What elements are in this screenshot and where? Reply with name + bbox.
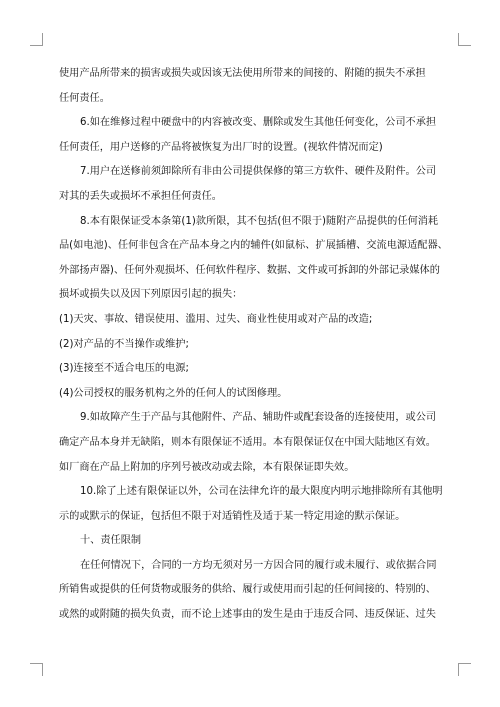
- text-line: 6.如在维修过程中硬盘中的内容被改变、删除或发生其他任何变化，公司不承担: [80, 117, 437, 129]
- text-line: 任何责任，用户送修的产品将被恢复为出厂时的设置。(视软件情况而定): [59, 141, 383, 153]
- text-line: 外部扬声器)、任何外观损坏、任何软件程序、数据、文件或可拆卸的外部记录媒体的: [59, 264, 440, 276]
- text-line: 损坏或损失以及因下列原因引起的损失：: [59, 289, 243, 301]
- text-line: 所销售或提供的任何货物或服务的供给、履行或使用而引起的任何间接的、特别的、: [59, 584, 436, 596]
- text-line: (2)对产品的不当操作或维护;: [59, 338, 189, 350]
- document-body: [59, 62, 451, 628]
- text-line: (1)天灾、事故、错误使用、滥用、过失、商业性使用或对产品的改造;: [59, 313, 373, 325]
- crop-mark-bottom-left: [30, 663, 43, 676]
- text-line: 8.本有限保证受本条第(1)款所限，其不包括(但不限于)随附产品提供的任何消耗: [80, 215, 439, 227]
- text-line: 或然的或附随的损失负责，而不论上述事由的发生是由于违反合同、违反保证、过失: [59, 609, 436, 621]
- text-line: 确定产品本身并无缺陷，则本有限保证不适用。本有限保证仅在中国大陆地区有效。: [59, 436, 436, 448]
- text-line: 如厂商在产品上附加的序列号被改动或去除，本有限保证即失效。: [59, 461, 355, 473]
- text-line: 品(如电池)、任何非包含在产品本身之内的辅件(如鼠标、扩展插槽、交流电源适配器、: [59, 240, 448, 252]
- crop-mark-bottom-right: [458, 663, 471, 676]
- text-line: 示的或默示的保证，包括但不限于对适销性及适于某一特定用途的默示保证。: [59, 510, 406, 522]
- text-line: 9.如故障产生于产品与其他附件、产品、辅助件或配套设备的连接使用，或公司: [80, 412, 437, 424]
- text-line: 在任何情况下，合同的一方均无须对另一方因合同的履行或未履行、或依据合同: [80, 559, 437, 571]
- text-line: 任何责任。: [59, 92, 110, 104]
- text-line: 10.除了上述有限保证以外，公司在法律允许的最大限度内明示地排除所有其他明: [80, 486, 443, 498]
- text-line: 十、责任限制: [80, 535, 142, 547]
- text-line: 7.用户在送修前须卸除所有非由公司提供保修的第三方软件、硬件及附件。公司: [80, 166, 437, 178]
- text-line: 对其的丢失或损坏不承担任何责任。: [59, 190, 222, 202]
- text-line: (4)公司授权的服务机构之外的任何人的试图修理。: [59, 387, 288, 399]
- crop-mark-top-right: [458, 33, 471, 46]
- crop-mark-top-left: [30, 33, 43, 46]
- text-line: (3)连接至不适合电压的电源;: [59, 363, 189, 375]
- text-line: 使用产品所带来的损害或损失或因该无法使用所带来的间接的、附随的损失不承担: [59, 68, 426, 79]
